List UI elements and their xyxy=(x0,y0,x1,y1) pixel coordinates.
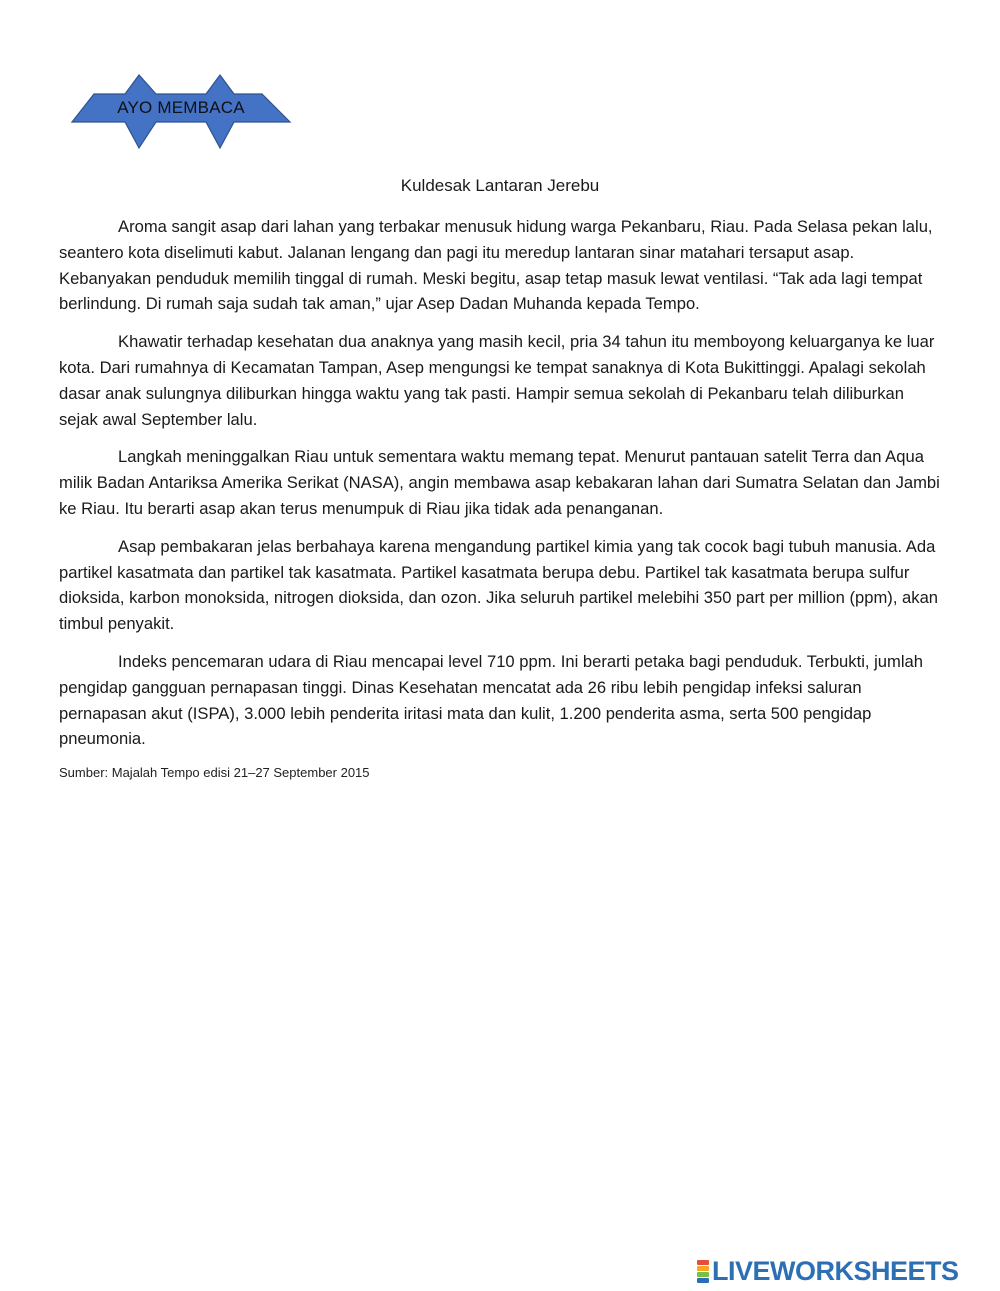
article-title: Kuldesak Lantaran Jerebu xyxy=(400,176,600,195)
article-paragraph: Asap pembakaran jelas berbahaya karena mengandung partikel kimia yang tak cocok bagi tubuh manusia. Ada partikel kasatmata dan partikel tak kasatmata. Partikel kasatmata berupa debu. Partikel tak kasatmata berupa sulfur dioksida, karbon monoksida, nitrogen dioksida, dan ozon. Jika seluruh partikel melebihi 350 part per million (ppm), akan timbul penyakit. xyxy=(59,536,939,634)
article-paragraph: Aroma sangit asap dari lahan yang terbakar menusuk hidung warga Pekanbaru, Riau. Pada Selasa pekan lalu, seantero kota diselimuti kabut. Jalanan lengang dan pagi itu meredup lantaran sinar matahari tersaput asap. Kebanyakan penduduk memilih tinggal di rumah. Meski begitu, asap tetap masuk lewat ventilasi. “Tak ada lagi tempat berlindung. Di rumah saja sudah tak aman,” ujar Asep Dadan Muhanda kepada Tempo. xyxy=(59,217,933,314)
logo-bar-orange xyxy=(697,1266,709,1271)
article-paragraph: Langkah meninggalkan Riau untuk sementara waktu memang tepat. Menurut pantauan satelit Terra dan Aqua milik Badan Antariksa Amerika Serikat (NASA), angin membawa asap kebakaran lahan dari Sumatra Selatan dan Jambi ke Riau. Itu berarti asap akan terus menumpuk di Riau jika tidak ada penanganan. xyxy=(59,447,940,518)
liveworksheets-brand xyxy=(697,1255,959,1287)
logo-bar-red xyxy=(697,1260,709,1265)
badge-label: AYO MEMBACA xyxy=(117,98,245,117)
brand-wordmark: LIVEWORKSHEETS xyxy=(712,1255,959,1286)
ayo-membaca-badge xyxy=(70,72,292,150)
article-paragraph: Khawatir terhadap kesehatan dua anaknya yang masih kecil, pria 34 tahun itu memboyong keluarganya ke luar kota. Dari rumahnya di Kecamatan Tampan, Asep mengungsi ke tempat sanaknya di Kota Bukittinggi. Apalagi sekolah dasar anak sulungnya diliburkan hingga waktu yang tak pasti. Hampir semua sekolah di Pekanbaru telah diliburkan sejak awal September lalu. xyxy=(59,332,935,429)
logo-bar-blue xyxy=(697,1278,709,1283)
article-body xyxy=(59,214,941,782)
logo-bar-green xyxy=(697,1272,709,1277)
article-paragraph: Indeks pencemaran udara di Riau mencapai level 710 ppm. Ini berarti petaka bagi penduduk. Terbukti, jumlah pengidap gangguan pernapasan tinggi. Dinas Kesehatan mencatat ada 26 ribu lebih pengidap infeksi saluran pernapasan akut (ISPA), 3.000 lebih penderita iritasi mata dan kulit, 1.200 penderita asma, serta 500 pengidap pneumonia. xyxy=(59,651,923,749)
liveworksheets-logo-icon xyxy=(697,1259,709,1283)
article-source: Sumber: Majalah Tempo edisi 21–27 September 2015 xyxy=(59,765,370,781)
